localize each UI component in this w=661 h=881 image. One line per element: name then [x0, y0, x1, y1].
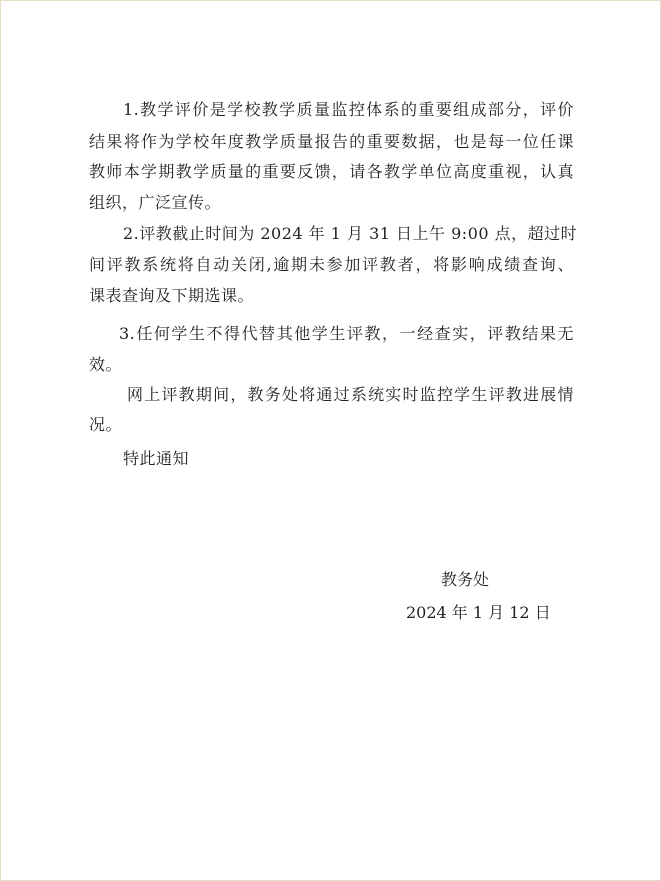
item1-line4: 组织，广泛宣传。: [89, 193, 222, 212]
signature-office: 教务处: [441, 570, 490, 589]
item2-line3: 课表查询及下期选课。: [89, 286, 255, 305]
signature-date: 2024 年 1 月 12 日: [406, 603, 551, 622]
closing-text: 特此通知: [123, 449, 190, 468]
item1-line1: 1.教学评价是学校教学质量监控体系的重要组成部分，评价: [123, 100, 574, 119]
item3-line1: 3.任何学生不得代替其他学生评教，一经查实，评教结果无: [119, 324, 574, 343]
item2-line1: 2.评教截止时间为 2024 年 1 月 31 日上午 9:00 点，超过时: [123, 224, 578, 243]
monitor-line1: 网上评教期间，教务处将通过系统实时监控学生评教进展情: [127, 385, 574, 404]
item3-line2: 效。: [89, 355, 123, 374]
item2-line2: 间评教系统将自动关闭,逾期未参加评教者，将影响成绩查询、: [89, 255, 574, 274]
item1-line3: 教师本学期教学质量的重要反馈，请各教学单位高度重视，认真: [89, 162, 574, 181]
item1-line2: 结果将作为学校年度教学质量报告的重要数据，也是每一位任课: [89, 132, 574, 151]
monitor-line2: 况。: [89, 415, 123, 434]
